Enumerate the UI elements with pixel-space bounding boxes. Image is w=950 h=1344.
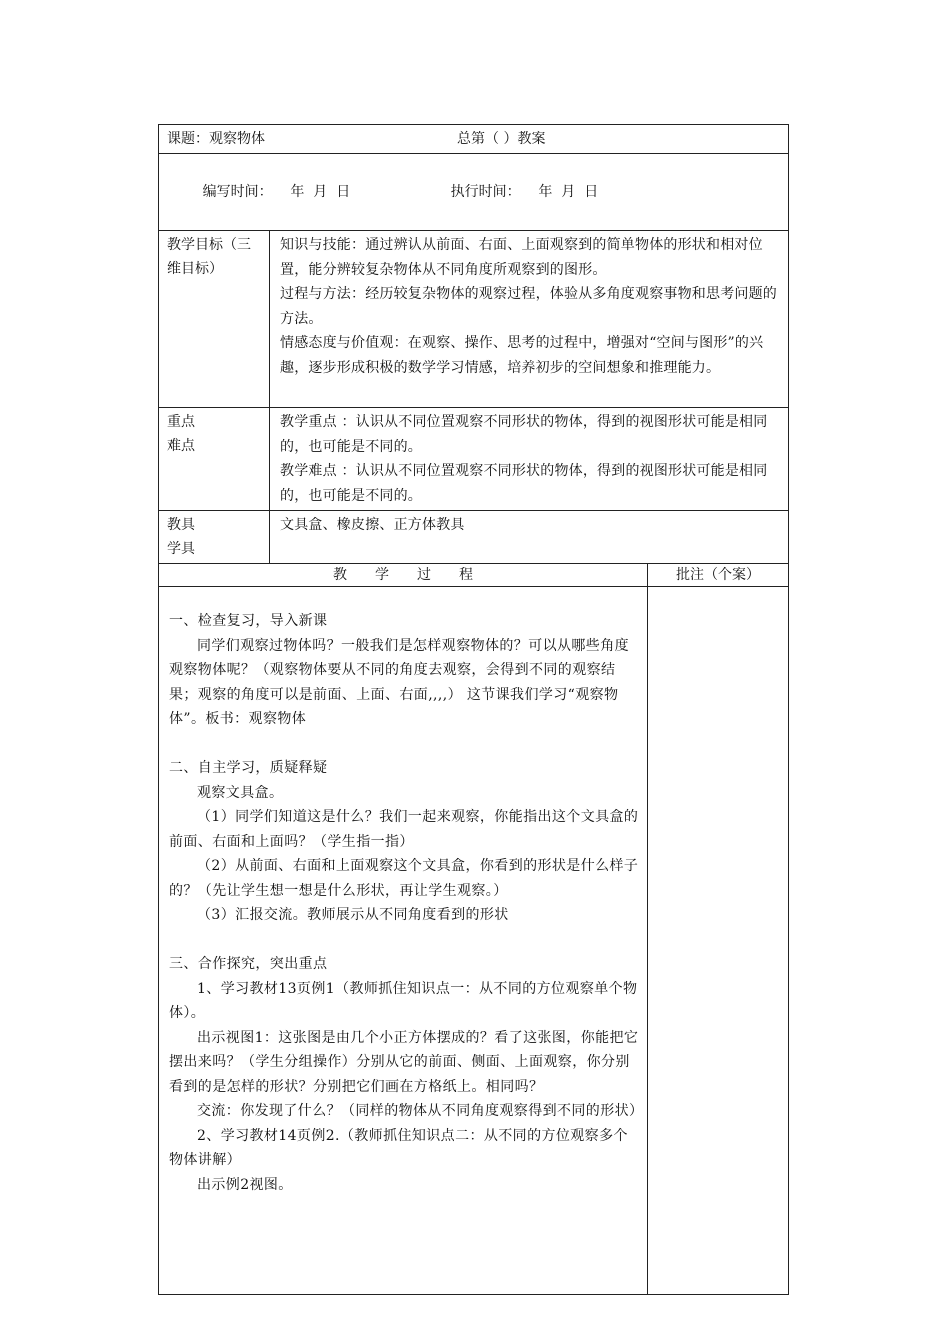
key-points-content	[270, 408, 789, 511]
process-header-row	[159, 564, 789, 587]
process-heading-cell	[159, 564, 648, 587]
time-cell	[159, 154, 789, 231]
section-heading: 一、检查复习，导入新课	[169, 613, 328, 630]
paragraph: 观察文具盒。	[197, 784, 284, 801]
paragraph: 2、学习教材14页例2.（教师抓住知识点二：从不同的方位观察多个物体讲解）	[169, 1127, 628, 1169]
key-points-row	[159, 408, 789, 511]
objectives-content	[270, 231, 789, 408]
compile-time: 编写时间： 年 月 日	[202, 184, 351, 200]
process-heading: 教学过程	[333, 567, 501, 584]
difficult-point: 教学难点 ：认识从不同位置观察不同形状的物体，得到的视图形状可能是相同的，也可能是不同的。	[280, 463, 768, 504]
objective-knowledge: 知识与技能：通过辨认从前面、右面、上面观察到的简单物体的形状和相对位置，能分辨较复杂物体从不同角度所观察到的图形。	[280, 237, 763, 278]
notes-content	[648, 587, 789, 1295]
key-points-label: 重点难点	[159, 408, 270, 511]
key-point: 教学重点 ：认识从不同位置观察不同形状的物体，得到的视图形状可能是相同的，也可能是不同的。	[280, 414, 768, 455]
paragraph: 同学们观察过物体吗？一般我们是怎样观察物体的？可以从哪些角度观察物体呢？（观察物体要从不同的角度去观察，会得到不同的观察结果；观察的角度可以是前面、上面、右面,,,,） 这节课我们学习“观察物体”。板书：观察物体	[169, 637, 629, 728]
tools-label: 教具学具	[159, 511, 270, 564]
paragraph: 出示例2视图。	[197, 1176, 293, 1193]
paragraph: 1、学习教材13页例1（教师抓住知识点一：从不同的方位观察单个物体）。	[169, 980, 638, 1022]
section-heading: 二、自主学习，质疑释疑	[169, 760, 328, 777]
paragraph: （2）从前面、右面和上面观察这个文具盒，你看到的形状是什么样子的？（先让学生想一想是什么形状，再让学生观察。）	[169, 858, 639, 899]
tools-row	[159, 511, 789, 564]
paragraph: 出示视图1：这张图是由几个小正方体摆成的？看了这张图，你能把它摆出来吗？（学生分组操作）分别从它的前面、侧面、上面观察，你分别看到的是怎样的形状？分别把它们画在方格纸上。相同吗？	[169, 1029, 639, 1095]
blank-line	[169, 928, 639, 953]
objectives-label: 教学目标（三维目标）	[159, 231, 270, 408]
time-row	[159, 154, 789, 231]
title-row	[159, 125, 789, 154]
paragraph: 交流：你发现了什么？（同样的物体从不同角度观察得到不同的形状）	[197, 1103, 644, 1120]
objectives-row	[159, 231, 789, 408]
objective-process: 过程与方法：经历较复杂物体的观察过程，体验从多角度观察事物和思考问题的方法。	[280, 286, 777, 327]
lesson-plan-table	[158, 124, 789, 1295]
paragraph: （1）同学们知道这是什么？我们一起来观察，你能指出这个文具盒的前面、右面和上面吗？（学生指一指）	[169, 809, 639, 850]
exec-time: 执行时间： 年 月 日	[450, 184, 599, 200]
paragraph: （3）汇报交流。教师展示从不同角度看到的形状	[197, 907, 509, 924]
process-row	[159, 587, 789, 1295]
notes-heading: 批注（个案）	[648, 564, 789, 587]
title-cell	[159, 125, 789, 154]
tools-content: 文具盒、橡皮擦、正方体教具	[270, 511, 789, 564]
objective-attitude: 情感态度与价值观：在观察、操作、思考的过程中，增强对“空间与图形”的兴趣，逐步形成积极的数学学习情感，培养初步的空间想象和推理能力。	[280, 335, 764, 376]
blank-line	[169, 732, 639, 757]
lesson-title: 课题：观察物体	[167, 131, 265, 147]
section-heading: 三、合作探究，突出重点	[169, 956, 328, 973]
process-content	[159, 587, 648, 1295]
lesson-number: 总第（ ）教案	[457, 131, 546, 147]
